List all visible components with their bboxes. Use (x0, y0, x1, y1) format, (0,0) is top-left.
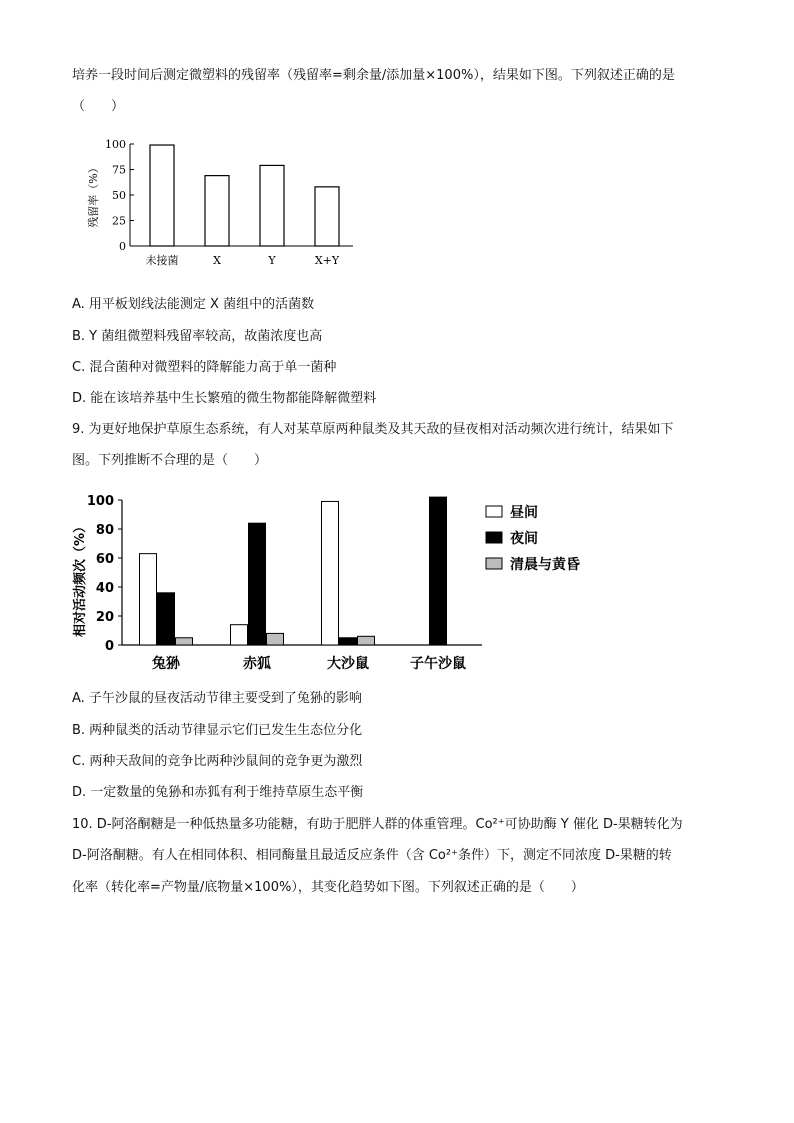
bar-3-1 (430, 497, 447, 645)
q8-stem-line1: 培养一段时间后测定微塑料的残留率（残留率=剩余量/添加量×100%），结果如下图。下列叙述正确的是 (72, 68, 675, 83)
q8-option-b: B. Y 菌组微塑料残留率较高，故菌浓度也高 (72, 329, 323, 344)
q9-option-d: D. 一定数量的兔狲和赤狐有利于维持草原生态平衡 (72, 785, 364, 800)
q8-stem-line2: （ ） (72, 99, 125, 114)
q10-stem-line1: 10. D-阿洛酮糖是一种低热量多功能糖，有助于肥胖人群的体重管理。Co²⁺可协助酶 Y 催化 D-果糖转化为 (72, 817, 683, 832)
bar-0-1 (158, 593, 175, 645)
q8-option-c: C. 混合菌种对微塑料的降解能力高于单一菌种 (72, 360, 337, 375)
legend-swatch (486, 506, 502, 517)
y-tick-label: 75 (112, 163, 126, 177)
bar-2-2 (358, 636, 375, 645)
y-tick-label: 0 (119, 240, 126, 253)
y-tick-label: 100 (86, 494, 114, 509)
legend-swatch (486, 532, 502, 543)
q9-option-a: A. 子午沙鼠的昼夜活动节律主要受到了兔狲的影响 (72, 691, 362, 706)
y-tick-label: 0 (104, 639, 114, 654)
q9-stem-line2: 图。下列推断不合理的是（ ） (72, 453, 268, 468)
q8-option-d: D. 能在该培养基中生长繁殖的微生物都能降解微塑料 (72, 391, 377, 406)
bar-1-0 (231, 625, 248, 645)
y-tick-label: 40 (95, 581, 114, 596)
y-tick-label: 25 (112, 214, 126, 228)
q9-option-c: C. 两种天敌间的竞争比两种沙鼠间的竞争更为激烈 (72, 754, 363, 769)
legend-label: 昼间 (510, 505, 538, 521)
bar-2 (260, 165, 284, 246)
bar-1-2 (267, 633, 284, 645)
y-tick-label: 50 (112, 189, 126, 202)
x-tick-label: X+Y (314, 254, 340, 267)
y-tick-label: 60 (95, 552, 114, 567)
x-tick-label: 未接菌 (145, 254, 179, 267)
x-tick-label: 大沙鼠 (327, 656, 369, 672)
bar-0 (150, 145, 174, 246)
q9-option-b: B. 两种鼠类的活动节律显示它们已发生生态位分化 (72, 723, 363, 738)
legend-swatch (486, 558, 502, 569)
q10-stem-line3: 化率（转化率=产物量/底物量×100%），其变化趋势如下图。下列叙述正确的是（ ） (72, 880, 584, 895)
bar-1-1 (249, 523, 266, 645)
q8-option-a: A. 用平板划线法能测定 X 菌组中的活菌数 (72, 297, 315, 312)
x-tick-label: 子午沙鼠 (410, 656, 466, 672)
legend-label: 夜间 (510, 531, 538, 547)
bar-2-0 (322, 501, 339, 645)
bar-2-1 (340, 638, 357, 645)
q9-stem-line1: 9. 为更好地保护草原生态系统，有人对某草原两种鼠类及其天敌的昼夜相对活动频次进行统计，结果如下 (72, 422, 674, 437)
y-axis-label: 相对活动频次（%） (73, 519, 88, 638)
y-tick-label: 80 (95, 523, 114, 538)
bar-0-2 (176, 638, 193, 645)
x-tick-label: 兔狲 (152, 656, 180, 672)
activity-frequency-chart (70, 488, 630, 676)
x-tick-label: 赤狐 (243, 656, 271, 672)
q10-stem-line2: D-阿洛酮糖。有人在相同体积、相同酶量且最适反应条件（含 Co²⁺条件）下，测定不同浓度 D-果糖的转 (72, 848, 672, 863)
y-axis-label: 残留率（%） (87, 162, 100, 228)
y-tick-label: 100 (105, 138, 126, 151)
bar-3 (315, 187, 339, 246)
residual-rate-chart (70, 130, 370, 275)
x-tick-label: Y (268, 254, 276, 267)
x-tick-label: X (213, 254, 221, 267)
bar-0-0 (140, 554, 157, 645)
legend-label: 清晨与黄昏 (510, 557, 580, 573)
bar-1 (205, 176, 229, 246)
y-tick-label: 20 (95, 610, 114, 625)
